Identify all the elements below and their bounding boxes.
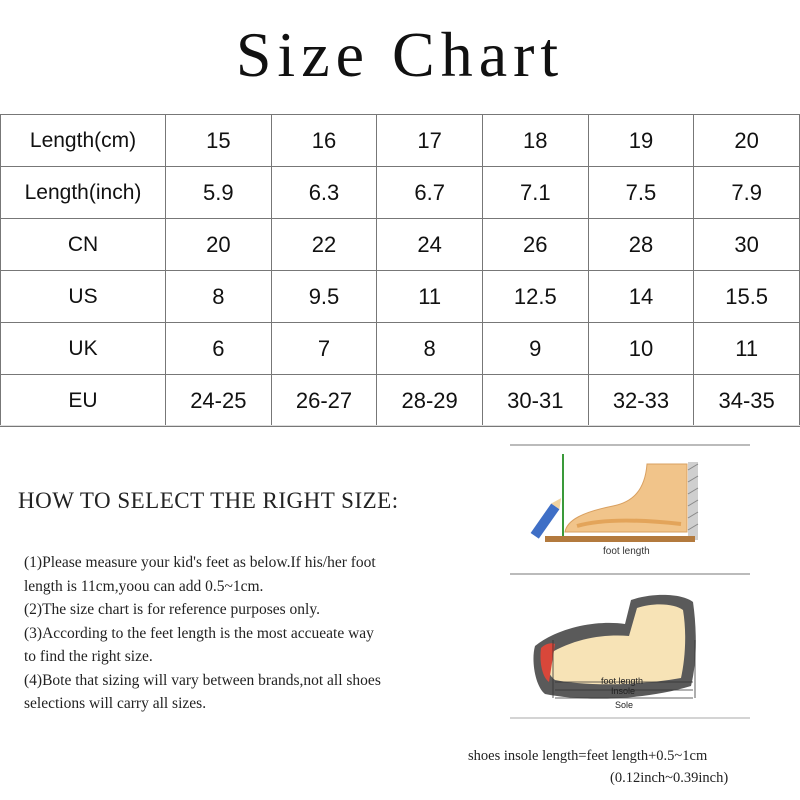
size-cell: 7.9 <box>694 167 800 219</box>
size-cell: 19 <box>588 115 694 167</box>
row-label: Length(inch) <box>1 167 166 219</box>
size-cell: 34-35 <box>694 375 800 427</box>
size-cell: 6 <box>166 323 272 375</box>
section-divider <box>0 425 800 426</box>
size-cell: 11 <box>694 323 800 375</box>
size-cell: 10 <box>588 323 694 375</box>
size-cell: 15.5 <box>694 271 800 323</box>
instruction-line: selections will carry all sizes. <box>24 695 207 712</box>
size-cell: 26-27 <box>271 375 377 427</box>
instruction-line: length is 11cm,yoou can add 0.5~1cm. <box>24 577 264 595</box>
instruction-line: (4)Bote that sizing will vary between brands,not all shoes <box>24 671 381 689</box>
size-cell: 17 <box>377 115 483 167</box>
size-cell: 16 <box>271 115 377 167</box>
size-cell: 9 <box>482 323 588 375</box>
size-cell: 7.5 <box>588 167 694 219</box>
size-cell: 9.5 <box>271 271 377 323</box>
size-cell: 6.3 <box>271 167 377 219</box>
size-cell: 12.5 <box>482 271 588 323</box>
size-cell: 7 <box>271 323 377 375</box>
instruction-line: to find the right size. <box>24 648 153 665</box>
instruction-line: (3)According to the feet length is the most accueate way <box>24 624 374 642</box>
shoe-insole-label: Insole <box>611 686 636 696</box>
row-label: UK <box>1 323 166 375</box>
size-cell: 24-25 <box>166 375 272 427</box>
size-cell: 28 <box>588 219 694 271</box>
size-cell: 8 <box>166 271 272 323</box>
shoe-sole-label: Sole <box>615 700 634 710</box>
instructions <box>24 551 494 716</box>
size-row <box>1 167 800 219</box>
size-cell: 26 <box>482 219 588 271</box>
size-cell: 30 <box>694 219 800 271</box>
insole-formula <box>468 745 788 789</box>
shoe-insole-diagram <box>505 590 755 725</box>
size-cell: 20 <box>166 219 272 271</box>
size-row <box>1 375 800 427</box>
formula-line-2: (0.12inch~0.39inch) <box>610 770 729 786</box>
size-cell: 5.9 <box>166 167 272 219</box>
formula-line-1: shoes insole length=feet length+0.5~1cm <box>468 748 708 764</box>
shoe-foot-length-label: foot length <box>601 676 644 686</box>
size-cell: 32-33 <box>588 375 694 427</box>
foot-length-label: foot length <box>603 546 650 557</box>
size-cell: 11 <box>377 271 483 323</box>
row-label: CN <box>1 219 166 271</box>
size-cell: 6.7 <box>377 167 483 219</box>
row-label: US <box>1 271 166 323</box>
size-table <box>0 114 800 427</box>
row-label: EU <box>1 375 166 427</box>
size-cell: 24 <box>377 219 483 271</box>
howto-heading: HOW TO SELECT THE RIGHT SIZE: <box>18 488 399 513</box>
instruction-line: (2)The size chart is for reference purposes only. <box>24 601 320 618</box>
size-cell: 20 <box>694 115 800 167</box>
size-cell: 7.1 <box>482 167 588 219</box>
page-title: Size Chart <box>235 19 565 90</box>
size-row <box>1 271 800 323</box>
size-cell: 8 <box>377 323 483 375</box>
size-cell: 22 <box>271 219 377 271</box>
size-cell: 18 <box>482 115 588 167</box>
size-row <box>1 219 800 271</box>
row-label: Length(cm) <box>1 115 166 167</box>
size-cell: 28-29 <box>377 375 483 427</box>
foot-measurement-diagram <box>505 440 755 580</box>
size-cell: 14 <box>588 271 694 323</box>
instruction-line: (1)Please measure your kid's feet as below.If his/her foot <box>24 554 376 571</box>
size-cell: 15 <box>166 115 272 167</box>
size-row <box>1 115 800 167</box>
size-cell: 30-31 <box>482 375 588 427</box>
size-row <box>1 323 800 375</box>
